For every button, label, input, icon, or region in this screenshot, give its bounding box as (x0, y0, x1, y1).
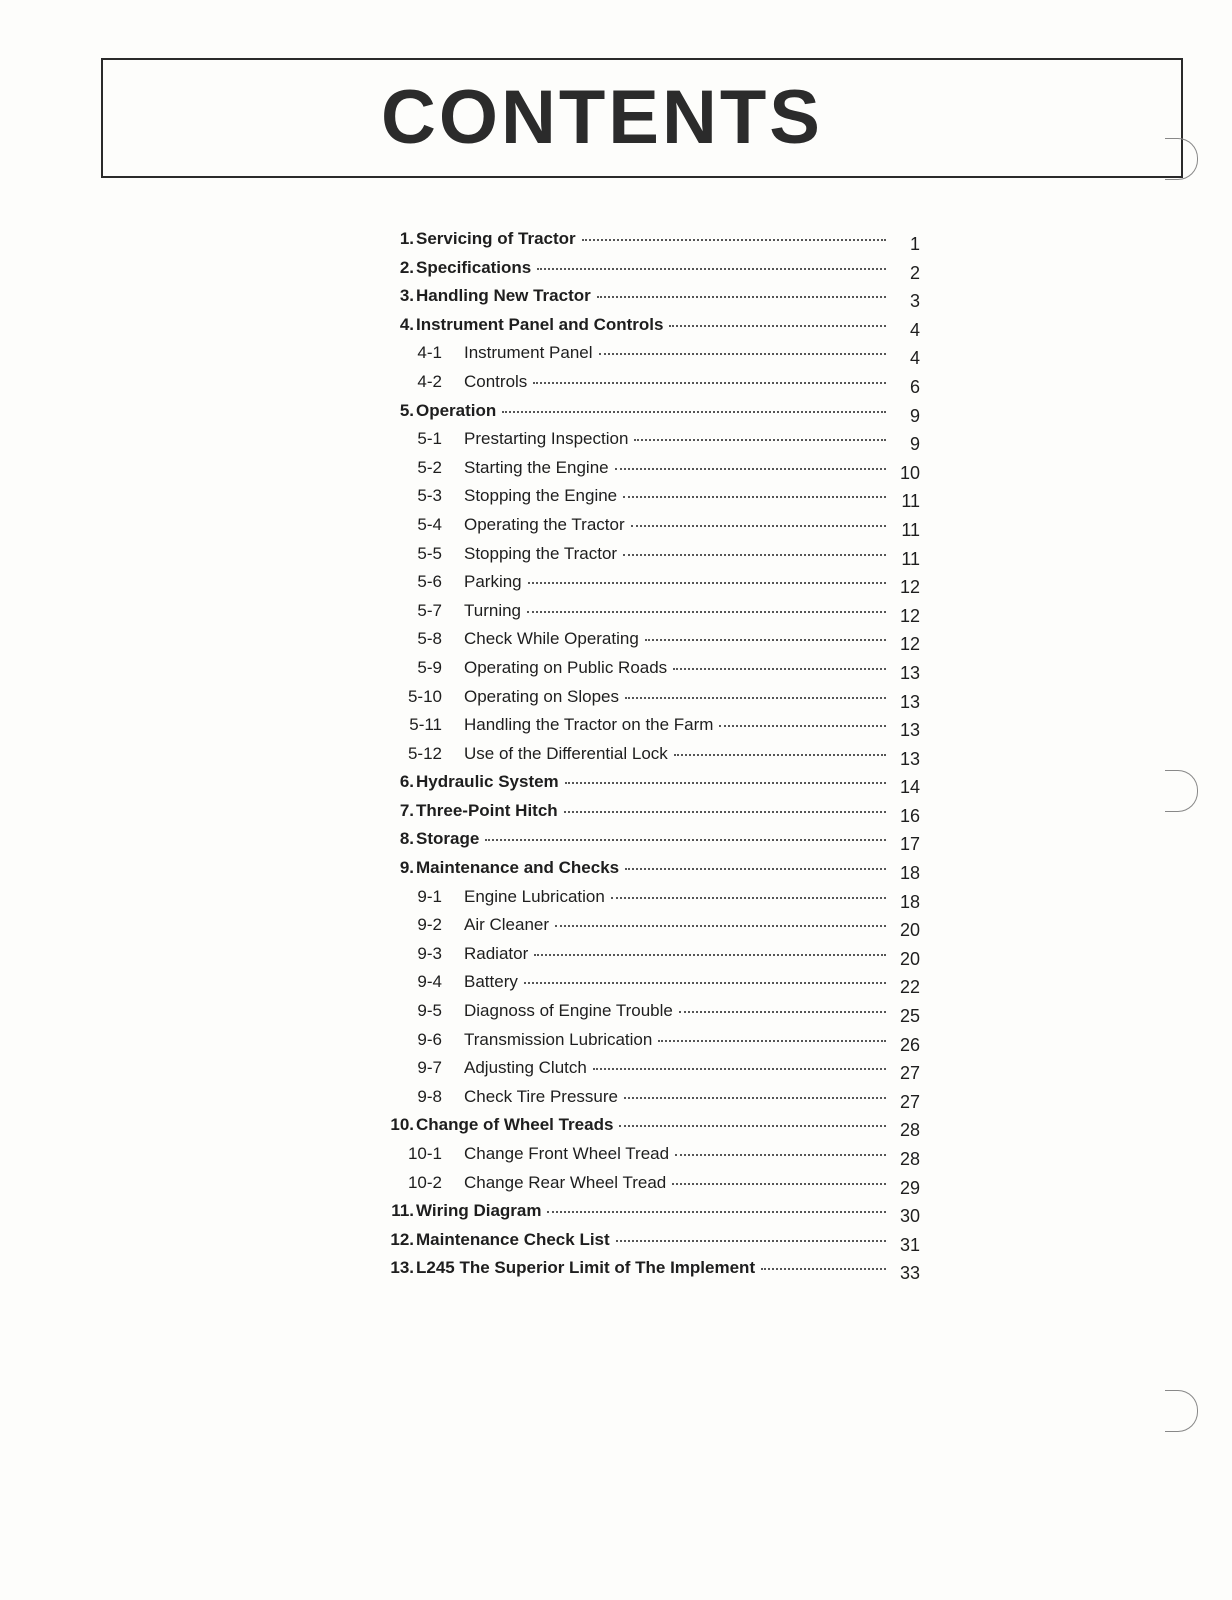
toc-entry (380, 686, 920, 715)
toc-entry (380, 914, 920, 943)
dot-leader (524, 982, 886, 984)
toc-entry-page: 3 (909, 291, 920, 312)
toc-entry-page: 27 (899, 1091, 920, 1112)
toc-entry-number: 5-1 (417, 429, 442, 449)
toc-entry-page: 25 (899, 1006, 920, 1027)
dot-leader (672, 1183, 886, 1185)
toc-entry-page: 12 (899, 577, 920, 598)
toc-entry (380, 571, 920, 600)
toc-entry-number: 5-12 (407, 743, 442, 763)
toc-entry-title: Diagnoss of Engine Trouble (464, 1001, 673, 1021)
dot-leader (619, 1125, 886, 1127)
toc-entry-title: Maintenance Check List (416, 1229, 610, 1249)
toc-entry-title: Stopping the Tractor (464, 543, 618, 563)
toc-entry-page: 13 (899, 720, 920, 741)
toc-entry-number: 9-3 (417, 943, 442, 963)
toc-entry (380, 971, 920, 1000)
toc-entry (380, 400, 920, 429)
toc-entry-title: Change Rear Wheel Tread (464, 1172, 667, 1192)
dot-leader (527, 611, 886, 613)
toc-entry (380, 1229, 920, 1258)
toc-entry (380, 457, 920, 486)
toc-entry (380, 1257, 920, 1286)
toc-entry-number: 3. (399, 286, 414, 306)
toc-entry (380, 543, 920, 572)
toc-entry-page: 10 (899, 462, 920, 483)
toc-entry-number: 9-4 (417, 972, 442, 992)
dot-leader (537, 268, 886, 270)
toc-entry (380, 714, 920, 743)
dot-leader (611, 897, 886, 899)
toc-entry-page: 2 (909, 262, 920, 283)
toc-entry-title: Battery (464, 972, 518, 992)
toc-entry-title: Handling New Tractor (416, 286, 591, 306)
toc-entry (380, 1086, 920, 1115)
dot-leader (534, 954, 886, 956)
toc-entry-page: 17 (899, 834, 920, 855)
toc-entry (380, 628, 920, 657)
toc-entry-title: Handling the Tractor on the Farm (464, 715, 714, 735)
toc-entry-page: 27 (899, 1063, 920, 1084)
toc-entry-number: 9-2 (417, 915, 442, 935)
toc-entry (380, 514, 920, 543)
toc-entry (380, 371, 920, 400)
toc-entry-number: 12. (390, 1229, 414, 1249)
toc-entry-title: Stopping the Engine (464, 486, 618, 506)
toc-entry (380, 657, 920, 686)
dot-leader (675, 1154, 886, 1156)
toc-entry (380, 1000, 920, 1029)
toc-entry (380, 1172, 920, 1201)
toc-entry-title: Operating on Public Roads (464, 657, 668, 677)
toc-entry-page: 20 (899, 920, 920, 941)
dot-leader (564, 811, 886, 813)
toc-entry-page: 30 (899, 1206, 920, 1227)
toc-entry-title: Specifications (416, 257, 532, 277)
toc-entry-title: Transmission Lubrication (464, 1029, 653, 1049)
dot-leader (719, 725, 886, 727)
toc-entry-title: Controls (464, 371, 528, 391)
toc-entry-page: 9 (909, 405, 920, 426)
toc-entry-title: Operating on Slopes (464, 686, 619, 706)
dot-leader (547, 1211, 886, 1213)
toc-entry-page: 6 (909, 376, 920, 397)
toc-entry (380, 428, 920, 457)
dot-leader (582, 239, 886, 241)
toc-entry (380, 1200, 920, 1229)
toc-entry-page: 1 (909, 234, 920, 254)
toc-entry-title: L245 The Superior Limit of The Implement (416, 1258, 756, 1278)
dot-leader (679, 1011, 886, 1013)
dot-leader (485, 839, 886, 841)
toc-entry-page: 31 (899, 1234, 920, 1255)
toc-entry-number: 2. (399, 257, 414, 277)
toc-entry (380, 228, 920, 257)
dot-leader (599, 353, 886, 355)
dot-leader (674, 754, 886, 756)
toc-entry-page: 18 (899, 863, 920, 884)
toc-entry-title: Operating the Tractor (464, 514, 625, 534)
toc-entry-number: 5-2 (417, 457, 442, 477)
toc-entry-number: 8. (399, 829, 414, 849)
toc-entry (380, 257, 920, 286)
toc-entry-number: 5-6 (417, 572, 442, 592)
toc-entry-page: 4 (909, 319, 920, 340)
toc-entry (380, 828, 920, 857)
toc-entry-title: Operation (416, 400, 497, 420)
toc-entry-number: 1. (399, 229, 414, 248)
toc-entry-title: Three-Point Hitch (416, 800, 558, 820)
toc-entry-number: 5-11 (409, 715, 442, 735)
toc-entry-page: 13 (899, 691, 920, 712)
toc-entry-page: 13 (899, 662, 920, 683)
toc-entry-page: 22 (899, 977, 920, 998)
binder-hole-mark (1165, 1390, 1198, 1432)
toc-entry-title: Servicing of Tractor (416, 229, 576, 248)
toc-entry (380, 800, 920, 829)
dot-leader (625, 697, 886, 699)
toc-entry (380, 743, 920, 772)
toc-entry-page: 4 (909, 348, 920, 369)
page-title: CONTENTS (381, 75, 823, 160)
dot-leader (761, 1268, 886, 1270)
toc-entry-number: 5-9 (417, 657, 442, 677)
toc-entry (380, 1114, 920, 1143)
toc-entry-number: 5-8 (417, 629, 442, 649)
toc-entry-title: Instrument Panel (464, 343, 593, 363)
dot-leader (625, 868, 886, 870)
toc-entry (380, 342, 920, 371)
toc-entry-title: Adjusting Clutch (464, 1058, 587, 1078)
toc-entry-page: 28 (899, 1149, 920, 1169)
title-box (101, 58, 1183, 178)
dot-leader (616, 1240, 886, 1242)
toc-entry-page: 11 (901, 491, 920, 512)
toc-entry-title: Maintenance and Checks (416, 858, 620, 878)
toc-entry-number: 6. (399, 772, 414, 792)
toc-entry-title: Prestarting Inspection (464, 429, 629, 449)
dot-leader (593, 1068, 886, 1070)
toc-entry (380, 600, 920, 629)
toc-entry-number: 4-2 (417, 371, 442, 391)
toc-entry-title: Turning (464, 600, 522, 620)
toc-entry-page: 28 (899, 1120, 920, 1141)
toc-entry-page: 26 (899, 1034, 920, 1055)
toc-entry-title: Check Tire Pressure (464, 1086, 618, 1106)
dot-leader (565, 782, 886, 784)
toc-entry-page: 14 (899, 777, 920, 798)
toc-entry-page: 16 (899, 805, 920, 826)
toc-entry-number: 10-1 (407, 1144, 442, 1163)
dot-leader (624, 1097, 886, 1099)
dot-leader (658, 1040, 886, 1042)
toc-entry-number: 5-4 (417, 514, 442, 534)
dot-leader (623, 496, 886, 498)
dot-leader (533, 382, 886, 384)
toc-entry-number: 5-10 (407, 686, 442, 706)
toc-entry-title: Starting the Engine (464, 457, 609, 477)
toc-entry (380, 1143, 920, 1172)
dot-leader (555, 925, 886, 927)
toc-entry-number: 9-5 (417, 1001, 442, 1021)
toc-entry-number: 11. (391, 1201, 414, 1221)
toc-entry-number: 4. (399, 314, 414, 334)
toc-entry (380, 1057, 920, 1086)
toc-entry-page: 29 (899, 1177, 920, 1198)
toc-entry-title: Engine Lubrication (464, 886, 605, 906)
dot-leader (645, 639, 886, 641)
toc-entry-number: 5-7 (417, 600, 442, 620)
table-of-contents (380, 228, 920, 1286)
toc-entry-page: 12 (899, 634, 920, 655)
toc-entry-title: Air Cleaner (464, 915, 550, 935)
toc-entry-number: 9-8 (417, 1086, 442, 1106)
toc-entry (380, 771, 920, 800)
toc-entry-title: Use of the Differential Lock (464, 743, 668, 763)
binder-hole-mark (1165, 138, 1198, 180)
dot-leader (502, 411, 886, 413)
toc-entry-page: 33 (899, 1263, 920, 1284)
toc-entry-page: 11 (901, 548, 920, 569)
dot-leader (631, 525, 886, 527)
toc-entry-number: 13. (390, 1258, 414, 1278)
toc-entry (380, 1029, 920, 1058)
toc-entry-title: Check While Operating (464, 629, 639, 649)
toc-entry-number: 7. (399, 800, 414, 820)
toc-entry (380, 857, 920, 886)
toc-entry-title: Wiring Diagram (416, 1201, 542, 1221)
toc-entry-page: 9 (909, 434, 920, 455)
toc-entry-number: 10-2 (407, 1172, 442, 1192)
toc-entry-title: Change Front Wheel Tread (464, 1144, 670, 1163)
toc-entry-page: 13 (899, 748, 920, 769)
toc-entry-number: 9-7 (417, 1058, 442, 1078)
toc-entry-number: 10. (390, 1115, 414, 1135)
toc-entry-title: Parking (464, 572, 522, 592)
dot-leader (669, 325, 886, 327)
toc-entry-number: 5-5 (417, 543, 442, 563)
dot-leader (634, 439, 886, 441)
toc-entry-page: 11 (901, 519, 920, 540)
dot-leader (673, 668, 886, 670)
dot-leader (615, 468, 886, 470)
toc-entry-title: Instrument Panel and Controls (416, 314, 664, 334)
toc-entry (380, 485, 920, 514)
toc-entry-page: 12 (899, 605, 920, 626)
toc-entry-number: 4-1 (417, 343, 442, 363)
binder-hole-mark (1165, 770, 1198, 812)
toc-entry-title: Radiator (464, 943, 529, 963)
toc-entry (380, 285, 920, 314)
toc-entry-number: 9-1 (417, 886, 442, 906)
toc-entry (380, 886, 920, 915)
toc-entry-number: 5. (399, 400, 414, 420)
toc-entry-title: Hydraulic System (416, 772, 559, 792)
toc-entry-number: 9-6 (417, 1029, 442, 1049)
dot-leader (597, 296, 886, 298)
toc-entry (380, 314, 920, 343)
toc-entry-page: 18 (899, 891, 920, 912)
toc-entry-page: 20 (899, 948, 920, 969)
toc-entry-number: 9. (399, 858, 414, 878)
dot-leader (528, 582, 886, 584)
dot-leader (623, 554, 886, 556)
toc-entry-number: 5-3 (417, 486, 442, 506)
toc-entry-title: Storage (416, 829, 480, 849)
toc-entry (380, 943, 920, 972)
toc-entry-title: Change of Wheel Treads (416, 1115, 614, 1135)
